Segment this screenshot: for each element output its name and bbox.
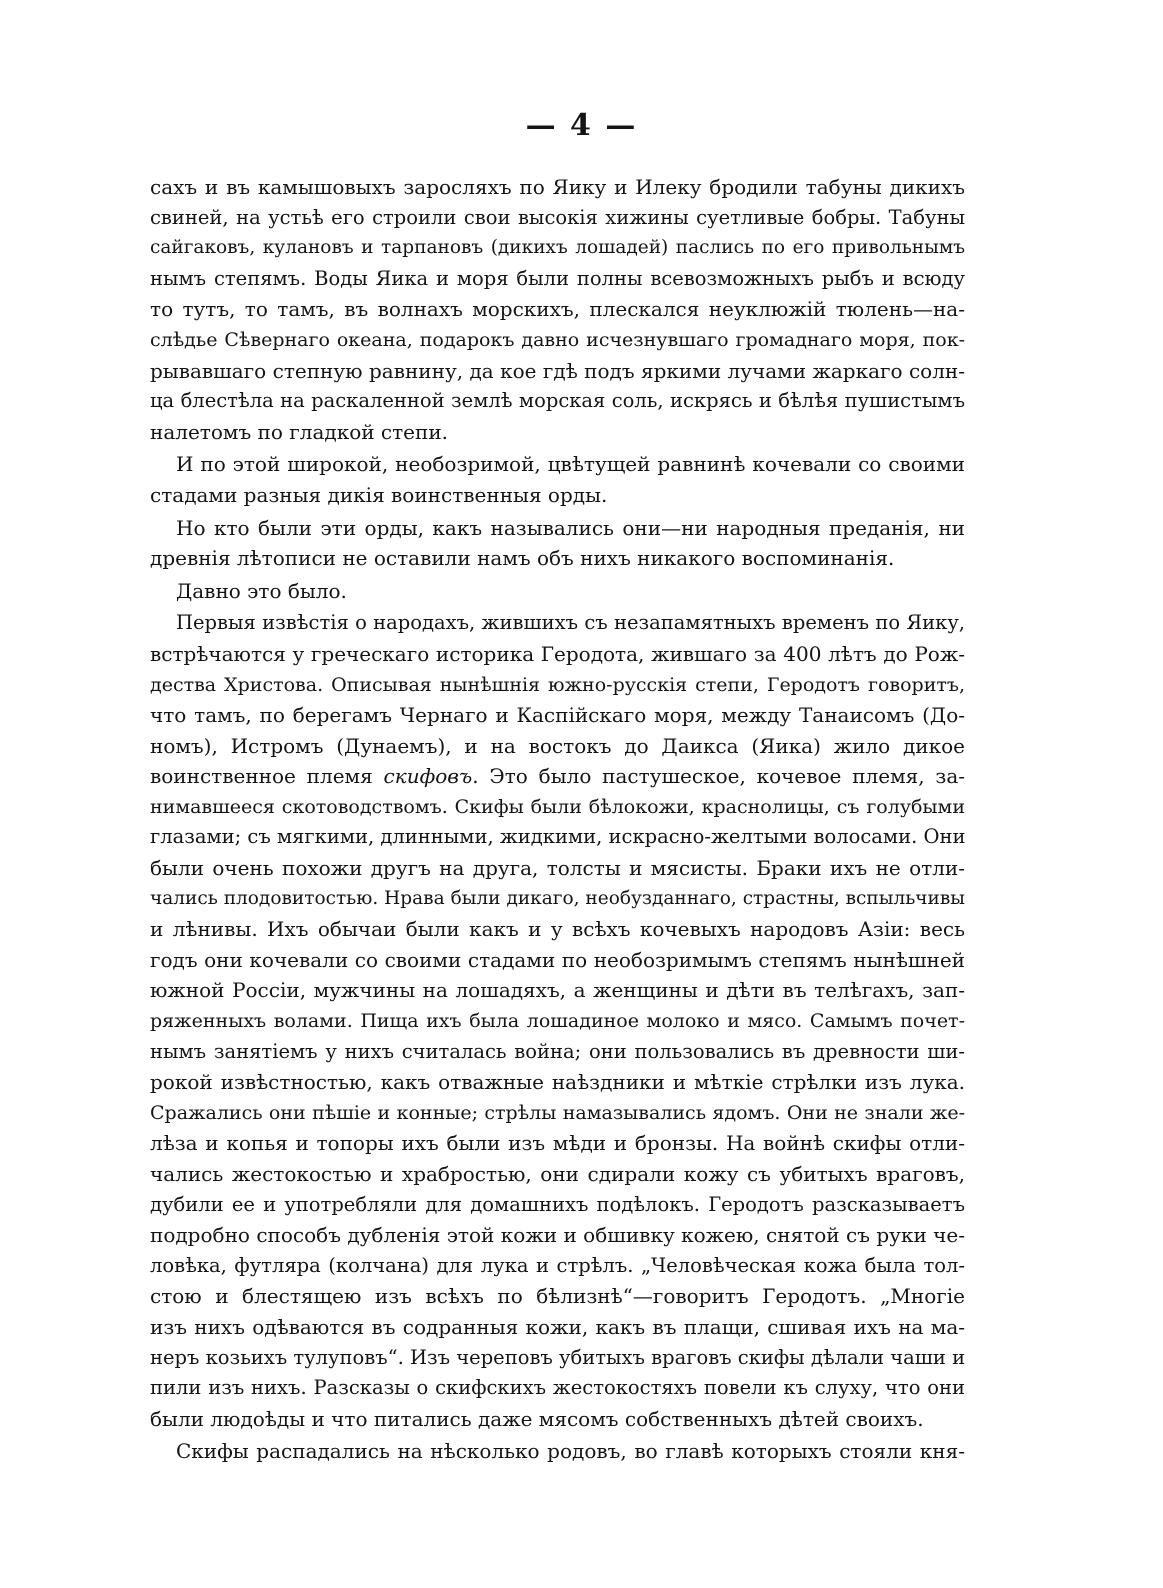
text-line: чались жестокостью и храбростью, они сдирали кожу съ убитыхъ враговъ, — [150, 1162, 965, 1186]
paragraph-long-ago — [150, 576, 965, 607]
text-line: южной Россіи, мужчины на лошадяхъ, а женщины и дѣти въ телѣгахъ, зап- — [150, 978, 965, 1003]
text-line: налетомъ по гладкой степи. — [150, 419, 449, 444]
paragraph-scythian-clans — [150, 1436, 965, 1467]
text-line: номъ), Истромъ (Дунаемъ), и на востокъ до Даикса (Яика) жило дикое — [150, 733, 965, 758]
text-line: стою и блестящею изъ всѣхъ по бѣлизнѣ“—говоритъ Геродотъ. „Многіе — [150, 1284, 965, 1309]
text-line: то тутъ, то тамъ, въ волнахъ морскихъ, плескался неуклюжій тюлень—на- — [150, 297, 965, 322]
text-line: ряженныхъ волами. Пища ихъ была лошадиное молоко и мясо. Самымъ почет- — [150, 1010, 965, 1033]
text-line: сайгаковъ, кулановъ и тарпановъ (дикихъ лошадей) паслись по его привольнымъ — [150, 237, 965, 259]
paragraph-unknown-hordes — [150, 513, 965, 574]
text-line: нымъ степямъ. Воды Яика и моря были полны всевозможныхъ рыбъ и всюду — [150, 266, 965, 290]
text-line: были людоѣды и что питались даже мясомъ собственныхъ дѣтей своихъ. — [150, 1406, 924, 1431]
text-line: ловѣка, футляра (колчана) для лука и стрѣлъ. „Человѣческая кожа была тол- — [150, 1253, 965, 1277]
text-line: пили изъ нихъ. Разсказы о скифскихъ жестокостяхъ повели къ слуху, что они — [150, 1376, 965, 1400]
text-line: рокой извѣстностью, какъ отважные наѣздники и мѣткіе стрѣлки изъ лука. — [150, 1070, 965, 1095]
text-line: чались плодовитостью. Нрава были дикаго, необузданнаго, страстны, вспыльчивы — [150, 887, 965, 909]
text-line: И по этой широкой, необозримой, цвѣтущей равнинѣ кочевали со своими — [176, 452, 965, 477]
text-line: подробно способъ дубленія этой кожи и обшивку кожею, снятой съ руки че- — [150, 1223, 965, 1248]
text-line: неръ козьихъ тулуповъ“. Изъ череповъ убитыхъ враговъ скифы дѣлали чаши и — [150, 1345, 965, 1369]
text-line: сахъ и въ камышовыхъ заросляхъ по Яику и Илеку бродили табуны дикихъ — [150, 175, 965, 199]
text-line: Первыя извѣстія о народахъ, жившихъ съ незапамятныхъ временъ по Яику, — [176, 611, 965, 635]
paragraph-steppe-fauna — [150, 172, 965, 447]
page-text — [150, 172, 965, 1467]
text-line: Скифы распадались на нѣсколько родовъ, во главѣ которыхъ стояли кня- — [176, 1439, 965, 1464]
text-line: Сражались они пѣшіе и конные; стрѣлы намазывались ядомъ. Они не знали же- — [150, 1101, 965, 1124]
text-line: стадами разныя дикія воинственныя орды. — [150, 482, 608, 507]
text-line: дества Христова. Описывая нынѣшнія южно-русскія степи, Геродотъ говоритъ, — [150, 673, 965, 696]
text-line: свиней, на устьѣ его строили свои высокія хижины суетливые бобры. Табуны — [150, 205, 965, 229]
page-number: — 4 — — [525, 108, 638, 143]
text-line: лѣза и копья и топоры ихъ были изъ мѣди и бронзы. На войнѣ скифы отли- — [150, 1131, 965, 1156]
text-line: рывавшаго степную равнину, да кое гдѣ подъ яркими лучами жаркаго солн- — [150, 358, 965, 383]
text-line: слѣдье Сѣвернаго океана, подарокъ давно исчезнувшаго громаднаго моря, пок- — [150, 328, 965, 351]
text-line: нымъ занятіемъ у нихъ считалась война; они пользовались въ древности ши- — [150, 1039, 965, 1063]
text-line: воинственное племя скифовъ. Это было пастушеское, кочевое племя, за- — [150, 764, 965, 789]
text-line: глазами; съ мягкими, длинными, жидкими, искрасно-желтыми волосами. Они — [150, 825, 965, 849]
text-line: дубили ее и употребляли для домашнихъ подѣлокъ. Геродотъ разсказываетъ — [150, 1192, 965, 1216]
text-line: изъ нихъ одѣваются въ содранныя кожи, какъ въ плащи, сшивая ихъ на ма- — [150, 1314, 965, 1339]
text-line: и лѣнивы. Ихъ обычаи были какъ и у всѣхъ кочевыхъ народовъ Азіи: весь — [150, 917, 965, 942]
text-line: нимавшееся скотоводствомъ. Скифы были бѣлокожи, краснолицы, съ голубыми — [150, 795, 965, 818]
text-line: Давно это было. — [176, 578, 347, 603]
text-line: Но кто были эти орды, какъ назывались они—ни народныя преданія, ни — [176, 515, 965, 540]
text-line: были очень похожи другъ на друга, толсты и мясисты. Браки ихъ не отли- — [150, 856, 965, 881]
text-line: ца блестѣла на раскаленной землѣ морская соль, искрясь и бѣлѣя пушистымъ — [150, 389, 965, 413]
paragraph-wild-hordes — [150, 449, 965, 510]
text-line: встрѣчаются у греческаго историка Геродота, жившаго за 400 лѣтъ до Рож- — [150, 641, 965, 666]
paragraph-scythians — [150, 608, 965, 1434]
text-line: древнія лѣтописи не оставили намъ объ нихъ никакого воспоминанія. — [150, 546, 895, 571]
text-line: годъ они кочевали со своими стадами по необозримымъ степямъ нынѣшней — [150, 947, 965, 972]
text-line: что тамъ, по берегамъ Чернаго и Каспійскаго моря, между Танаисомъ (До- — [150, 703, 965, 728]
